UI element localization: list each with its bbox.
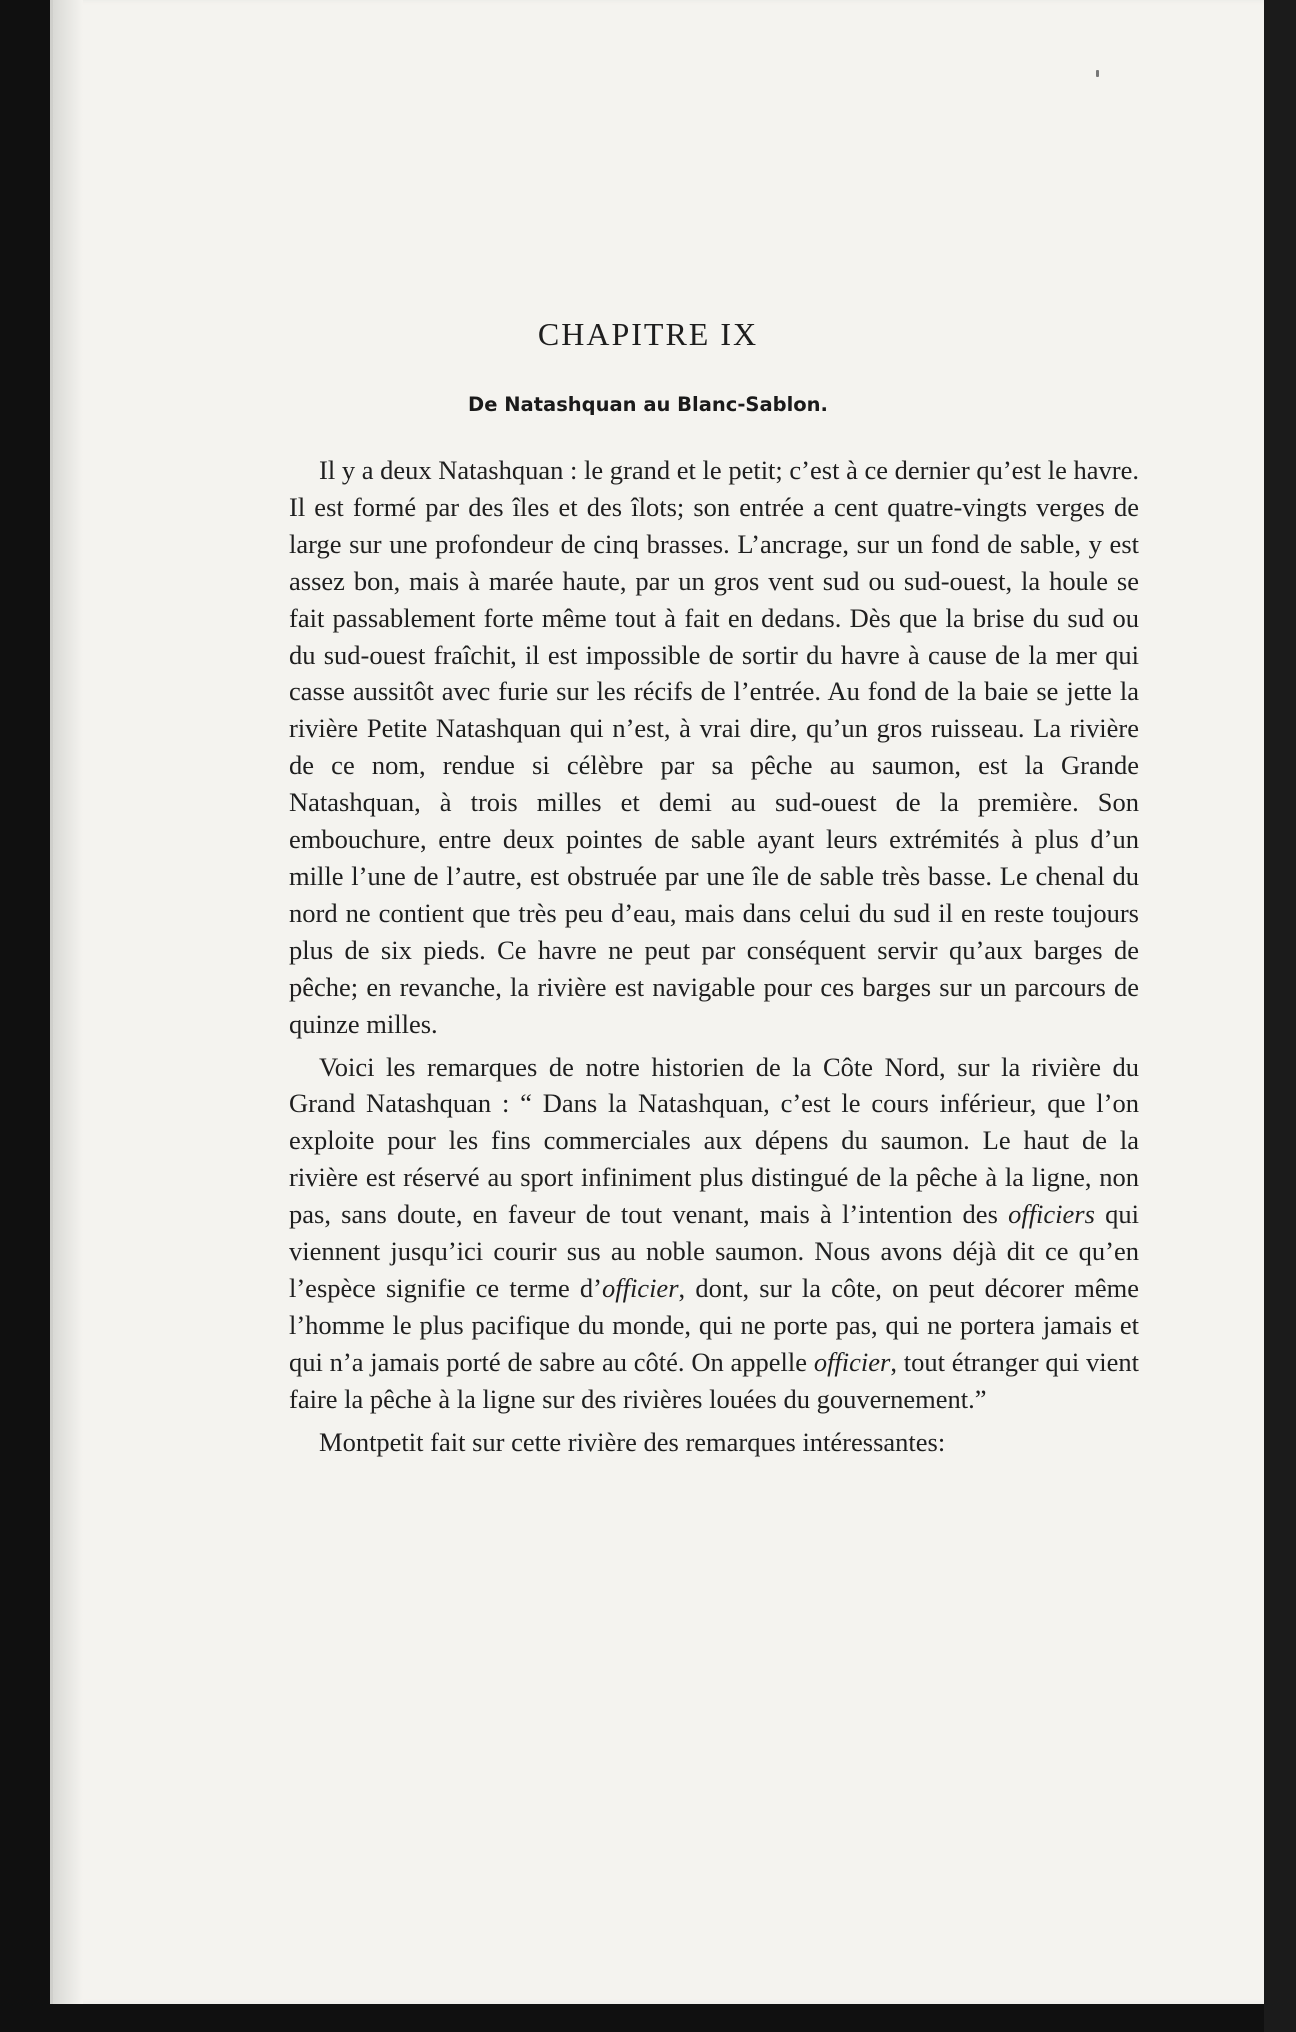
italic-term: officier <box>813 1346 891 1377</box>
chapter-subtitle: De Natashquan au Blanc-Sablon. <box>468 393 828 416</box>
scan-right-edge <box>1264 0 1296 2032</box>
italic-term: officiers <box>1008 1199 1095 1230</box>
italic-term: officier <box>601 1272 679 1303</box>
paragraph-3: Montpetit fait sur cette rivière des remarques intéressantes: <box>319 1426 946 1457</box>
paragraph-2: Voici les remarques de notre historien de la Côte Nord, sur la rivière du Grand Natashquan : “ Dans la Natashquan, c’est le cours inférieur, que l’on exploite pour les fins commerciales aux dépens du saumon. Le haut de la rivière est réservé au sport infiniment plus distingué de la pêche à la ligne, non pas, sans doute, en faveur de tout venant, mais à l’intention des officiers qui viennent jusqu’ici courir sus au noble saumon. Nous avons déjà dit ce qu’en l’espèce signifie ce terme d’officier, dont, sur la côte, on peut décorer même l’homme le plus pacifique du monde, qui ne porte pas, qui ne portera jamais et qui n’a jamais porté de sabre au côté. On appelle officier, tout étranger qui vient faire la pêche à la ligne sur des rivières louées du gouvernement.” <box>289 1051 1140 1414</box>
paragraph-1: Il y a deux Natashquan : le grand et le petit; c’est à ce dernier qu’est le havre. Il est formé par des îles et des îlots; son entrée a cent quatre-vingts verges de large sur une profondeur de cinq brasses. L’ancrage, sur un fond de sable, y est assez bon, mais à marée haute, par un gros vent sud ou sud-ouest, la houle se fait passablement forte même tout à fait en dedans. Dès que la brise du sud ou du sud-ouest fraîchit, il est impossible de sortir du havre à cause de la mer qui casse aussitôt avec furie sur les récifs de l’entrée. Au fond de la baie se jette la rivière Petite Natashquan qui n’est, à vrai dire, qu’un gros ruisseau. La rivière de ce nom, rendue si célèbre par sa pêche au saumon, est la Grande Natashquan, à trois milles et demi au sud-ouest de la première. Son embouchure, entre deux pointes de sable ayant leurs extrémités à plus d’un mille l’une de l’autre, est obstruée par une île de sable très basse. Le chenal du nord ne contient que très peu d’eau, mais dans celui du sud il en reste toujours plus de six pieds. Ce havre ne peut par conséquent servir qu’aux barges de pêche; en revanche, la rivière est navigable pour ces barges sur un parcours de quinze milles. <box>289 455 1139 1039</box>
chapter-title: CHAPITRE IX <box>537 316 759 352</box>
page-gutter-shadow <box>53 0 83 2004</box>
body-text <box>289 452 1139 1466</box>
page-speck <box>1096 70 1099 77</box>
